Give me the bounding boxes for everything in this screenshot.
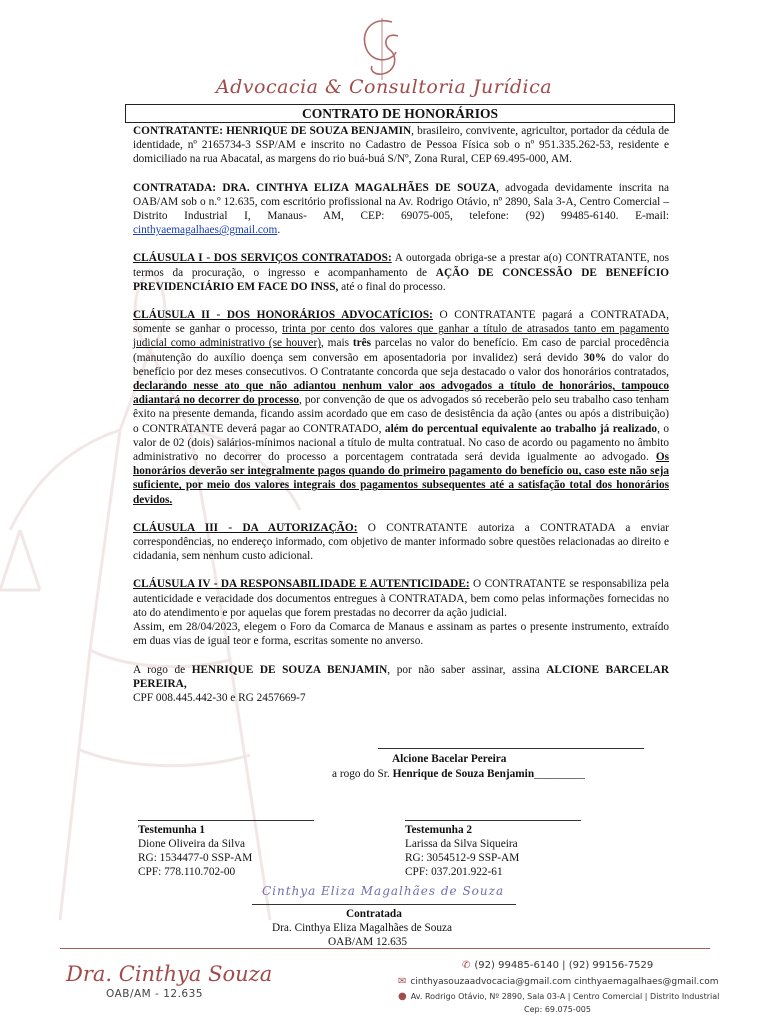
closing-paragraph: Assim, em 28/04/2023, elegem o Foro da Comarca de Manaus e assinam as partes o presente instrumento, extraído em duas vias de igual teor e forma, escritas somente no anverso. — [133, 621, 669, 648]
signature-line-alcione — [378, 748, 644, 749]
brand-tagline: Advocacia & Consultoria Jurídica — [215, 76, 553, 98]
footer-divider — [60, 948, 710, 949]
footer-lawyer-name: Dra. Cinthya Souza — [66, 962, 273, 986]
rogo-line2: CPF 008.445.442-30 e RG 2457669-7 — [133, 691, 306, 704]
testemunha-1-name: Dione Oliveira da Silva — [138, 838, 245, 850]
document-title: CONTRATO DE HONORÁRIOS — [125, 104, 675, 123]
testemunha-2-cpf: CPF: 037.201.922-61 — [405, 866, 503, 878]
clausula-3-label: CLÁUSULA III - DA AUTORIZAÇÃO: — [133, 521, 358, 534]
footer-phones — [462, 960, 653, 971]
footer-oab: OAB/AM - 12.635 — [106, 988, 203, 1000]
clausula-2-t3: parcelas no valor do benefício. Em caso de parcial procedência (manutenção do auxílio doença sem conversão em aposentadoria por invalidez) será devido — [133, 337, 670, 364]
testemunha-1-title: Testemunha 1 — [138, 824, 206, 836]
testemunha-1-cpf: CPF: 778.110.702-00 — [138, 866, 236, 878]
whatsapp-icon: ✆ — [462, 960, 471, 971]
clausula-2-t6: , o valor de 02 (dois) salários-mínimos nacional a título de multa contratual. No caso de acordo ou pagamento no âmbito administrativo no decorrer do processo a porcentagem contratada será devida igualmente ao advogado. — [133, 422, 669, 464]
contratada-label: CONTRATADA: DRA. CINTHYA ELIZA MAGALHÃES DE SOUZA — [133, 181, 497, 194]
contratante-text: , brasileiro, convivente, agricultor, portador da cédula de identidade, nº 2165734-3 SSP/AM e inscrito no Cadastro de Pessoa Física sob o nº 951.335.262-53, residente e domiciliado na rua Abacatal, as margens do rio buá-buá S/Nº, Zona Rural, CEP 69.495-000, AM. — [133, 125, 669, 166]
clausula-2-t5: , por convenção de que os advogados só receberão pelo seu trabalho caso tenham êxito na presente demanda, ficando assim acordado que em caso de desistência da ação (antes ou após a distribuição) o CONTRATANTE deverá pagar ao CONTRATADO, — [133, 394, 669, 435]
rogo-b2: ALCIONE BARCELAR PEREIRA, — [133, 663, 669, 690]
clausula-2-t4: do valor do benefício por dez meses consecutivos. O Contratante concorda que seja destacado o valor dos honorários contratados, — [133, 351, 670, 378]
footer-address-text: Av. Rodrigo Otávio, Nº 2890, Sala 03-A | Centro Comercial | Distrito Industrial — [410, 992, 720, 1001]
alcione-rogo — [332, 767, 585, 781]
rogo-paragraph — [133, 663, 669, 691]
footer-cep: Cep: 69.075-005 — [524, 1005, 591, 1014]
clausula-4 — [133, 577, 669, 620]
contratada-paragraph — [133, 181, 669, 238]
footer-phones-text: (92) 99485-6140 | (92) 99156-7529 — [474, 960, 654, 971]
clausula-1-bold: AÇÃO DE CONCESSÃO DE BENEFÍCIO PREVIDENCIÁRIO EM FACE DO INSS, — [133, 266, 669, 293]
footer-emails — [398, 976, 718, 987]
testemunha-2-title: Testemunha 2 — [405, 824, 473, 836]
clausula-2-b2: 30% — [583, 351, 607, 364]
clausula-2-t2: , mais — [320, 337, 353, 350]
monogram-logo-icon — [352, 14, 416, 84]
clausula-2-bu1: declarando nesse ato que não adiantou nenhum valor aos advogados a título de honorários, tampouco adiantará no decorrer do processo — [133, 380, 669, 407]
footer-address — [398, 991, 719, 1002]
footer-emails-text: cinthyasouzaadvocacia@gmail.com cinthyaemagalhaes@gmail.com — [410, 977, 719, 987]
contratante-label: CONTRATANTE: HENRIQUE DE SOUZA BENJAMIN — [133, 125, 412, 137]
clausula-2-b1: três — [352, 337, 372, 350]
testemunha-2-name: Larissa da Silva Siqueira — [405, 838, 518, 850]
testemunha-1-rg: RG: 1534477-0 SSP-AM — [138, 852, 253, 864]
clausula-2-t1: O CONTRATANTE pagará a CONTRATADA, somente se ganhar o processo, — [133, 309, 669, 336]
rogo-t1: A rogo de — [133, 663, 192, 676]
signature-line-testemunha-1 — [138, 820, 314, 821]
clausula-3-text: O CONTRATANTE autoriza a CONTRATADA a enviar correspondências, no endereço informado, com objetivo de manter informado sobre questões relacionadas ao direito e cidadania, sem nenhum custo adicional. — [133, 521, 670, 563]
testemunha-2-rg: RG: 3054512-9 SSP-AM — [405, 852, 520, 864]
alcione-name: Alcione Bacelar Pereira — [392, 753, 507, 765]
clausula-4-text: O CONTRATANTE se responsabiliza pela autenticidade e veracidade dos documentos entregues à CONTRATADA, bem como pelas informações fornecidas no ato do atendimento e por aquelas que forem prestadas no decorrer da ação judicial. — [133, 578, 669, 619]
email-icon: ✉ — [398, 976, 407, 987]
clausula-1-label: CLÁUSULA I - DOS SERVIÇOS CONTRATADOS: — [133, 252, 392, 265]
rogo-t2: , por não saber assinar, assina — [387, 663, 547, 676]
clausula-2-b3: além do percentual equivalente ao trabalho já realizado — [384, 422, 658, 435]
clausula-1 — [133, 251, 669, 294]
signature-line-testemunha-2 — [405, 820, 581, 821]
contract-body — [133, 124, 669, 705]
contratada-text: , advogada devidamente inscrita na OAB/AM sob o n.º 12.635, com escritório profissional na Av. Rodrigo Otávio, nº 2890, Sala 3-A, Centro Comercial – Distrito Industrial I, Manaus- AM, CEP: 69075-005, telefone: (92) 99485-6140. E-mail: — [133, 181, 669, 223]
clausula-2-label: CLÁUSULA II - DOS HONORÁRIOS ADVOCATÍCIOS: — [133, 309, 433, 322]
clausula-2 — [133, 308, 669, 507]
clausula-4-label: CLÁUSULA IV - DA RESPONSABILIDADE E AUTENTICIDADE: — [133, 578, 470, 591]
email-link[interactable]: cinthyaemagalhaes@gmail.com — [133, 224, 278, 237]
clausula-2-u1: trinta por cento dos valores que ganhar a título de atrasados tanto em pagamento judicial como administrativo (se houver) — [133, 323, 669, 350]
alcione-rogo-name: Henrique de Souza Benjamin — [392, 768, 535, 780]
alcione-rogo-suffix: _________ — [534, 768, 585, 780]
alcione-rogo-prefix: a rogo do Sr. — [332, 768, 393, 780]
contratada-end: . — [277, 224, 281, 237]
contratada-name: Dra. Cinthya Eliza Magalhães de Souza — [272, 922, 453, 934]
contratante-paragraph — [133, 124, 669, 167]
handwritten-signature: Cinthya Eliza Magalhães de Souza — [262, 884, 505, 898]
clausula-3 — [133, 521, 669, 564]
clausula-2-bu2: Os honorários deverão ser integralmente pagos quando do primeiro pagamento do benefício ou, caso este não seja suficiente, por meio dos valores integrais dos pagamentos subsequentes até a satisfação total dos honorários devidos. — [133, 451, 669, 506]
signature-line-contratada — [252, 904, 516, 905]
clausula-1-text: A outorgada obriga-se a prestar a(o) CONTRATANTE, nos termos da procuração, o ingresso e acompanhamento de — [133, 252, 669, 279]
contratada-title: Contratada — [346, 908, 402, 920]
rogo-b1: HENRIQUE DE SOUZA BENJAMIN — [191, 663, 388, 676]
clausula-1-end: até o final do processo. — [338, 280, 446, 293]
location-pin-icon: ● — [398, 991, 407, 1002]
contratada-oab: OAB/AM 12.635 — [328, 936, 408, 948]
